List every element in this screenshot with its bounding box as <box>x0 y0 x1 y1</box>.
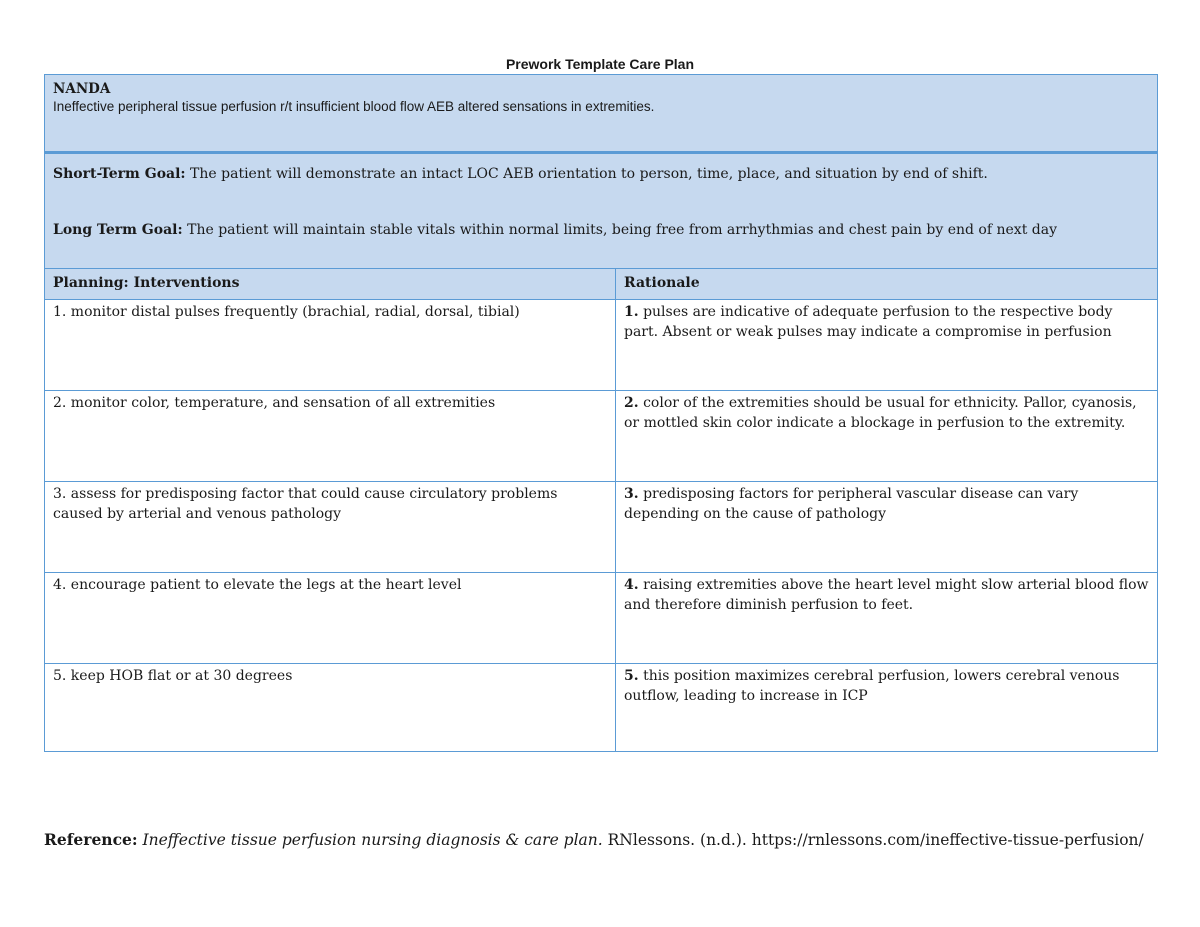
table-row <box>45 300 1158 391</box>
nanda-diagnosis: Ineffective peripheral tissue perfusion r/t insufficient blood flow AEB altered sensations in extremities. <box>53 99 655 114</box>
care-plan-table <box>44 74 1158 752</box>
short-term-goal-text: The patient will demonstrate an intact LOC AEB orientation to person, time, place, and situation by end of shift. <box>185 166 988 182</box>
reference-label: Reference: <box>44 830 138 849</box>
interventions-header: Planning: Interventions <box>45 269 616 300</box>
table-row <box>45 573 1158 664</box>
rationale-cell <box>616 300 1158 391</box>
intervention-cell: 5. keep HOB flat or at 30 degrees <box>45 664 616 752</box>
short-term-goal <box>53 166 1149 182</box>
table-row <box>45 664 1158 752</box>
intervention-cell: 2. monitor color, temperature, and sensation of all extremities <box>45 391 616 482</box>
reference-title: Ineffective tissue perfusion nursing diagnosis & care plan. <box>142 831 603 849</box>
rationale-number: 4. <box>624 577 639 593</box>
document-title: Prework Template Care Plan <box>505 56 695 72</box>
rationale-cell <box>616 482 1158 573</box>
rationale-cell <box>616 391 1158 482</box>
rationale-text: raising extremities above the heart level might slow arterial blood flow and therefore diminish perfusion to feet. <box>624 577 1149 613</box>
reference-source: RNlessons. (n.d.). https://rnlessons.com/ineffective-tissue-perfusion/ <box>602 831 1144 849</box>
long-term-goal-text: The patient will maintain stable vitals within normal limits, being free from arrhythmias and chest pain by end of next day <box>182 222 1057 238</box>
table-row <box>45 482 1158 573</box>
rationale-text: pulses are indicative of adequate perfusion to the respective body part. Absent or weak pulses may indicate a compromise in perfusion <box>624 304 1113 340</box>
rationale-header: Rationale <box>616 269 1158 300</box>
short-term-goal-label: Short-Term Goal: <box>53 166 186 182</box>
table-header-row <box>45 269 1158 300</box>
nanda-section <box>45 75 1158 153</box>
rationale-number: 5. <box>624 668 639 684</box>
intervention-cell: 1. monitor distal pulses frequently (brachial, radial, dorsal, tibial) <box>45 300 616 391</box>
long-term-goal-label: Long Term Goal: <box>53 222 183 238</box>
long-term-goal <box>53 222 1149 238</box>
rationale-cell <box>616 573 1158 664</box>
rationale-number: 1. <box>624 304 639 320</box>
rationale-cell <box>616 664 1158 752</box>
intervention-cell: 3. assess for predisposing factor that could cause circulatory problems caused by arterial and venous pathology <box>45 482 616 573</box>
rationale-text: color of the extremities should be usual for ethnicity. Pallor, cyanosis, or mottled skin color indicate a blockage in perfusion to the extremity. <box>624 395 1137 431</box>
reference-citation <box>44 830 1144 849</box>
goals-section <box>45 153 1158 269</box>
table-row <box>45 391 1158 482</box>
rationale-number: 2. <box>624 395 639 411</box>
nanda-label: NANDA <box>53 81 111 97</box>
rationale-text: predisposing factors for peripheral vascular disease can vary depending on the cause of pathology <box>624 486 1079 522</box>
rationale-text: this position maximizes cerebral perfusion, lowers cerebral venous outflow, leading to increase in ICP <box>624 668 1120 704</box>
intervention-cell: 4. encourage patient to elevate the legs at the heart level <box>45 573 616 664</box>
rationale-number: 3. <box>624 486 639 502</box>
